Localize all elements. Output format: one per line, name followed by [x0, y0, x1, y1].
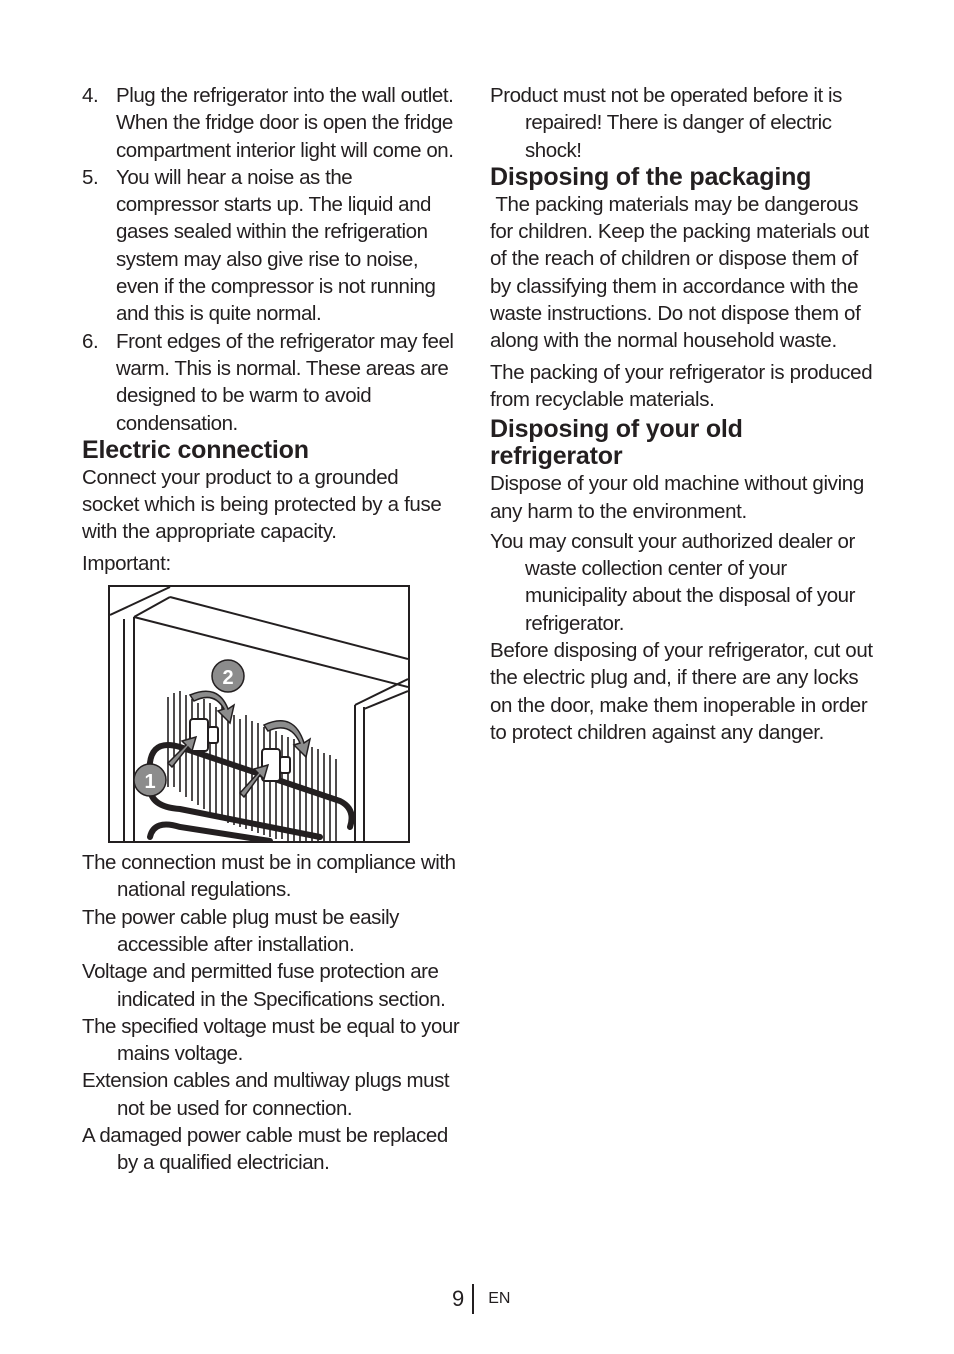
old-refrigerator-plug: Before disposing of your refrigerator, cut out the electric plug and, if there are any locks on the door, make them inoperable in order to protect children against any danger.: [490, 639, 873, 744]
step-5: 5. You will hear a noise as the compressor starts up. The liquid and gases sealed within the refrigeration system may also give rise to noise, even if the compressor is not running and this is quite normal.: [82, 165, 436, 326]
important-label: Important:: [82, 551, 171, 575]
electric-connection-body: Connect your product to a grounded socket which is being protected by a fuse with the appropriate capacity.: [82, 465, 442, 544]
step-badge-2: [212, 660, 244, 692]
svg-text:1: 1: [144, 771, 156, 794]
note-item: Extension cables and multiway plugs must not be used for connection.: [82, 1069, 450, 1120]
packaging-heading: Disposing of the packaging: [490, 162, 812, 191]
note-item: The power cable plug must be easily accessible after installation.: [82, 905, 399, 956]
note-item: Voltage and permitted fuse protection are indicated in the Specifications section.: [82, 960, 446, 1011]
repair-warning: Product must not be operated before it is repaired! There is danger of electric shock!: [490, 84, 842, 162]
page-footer: [452, 1284, 510, 1314]
note-item: A damaged power cable must be replaced by a qualified electrician.: [82, 1124, 448, 1175]
language-code: EN: [488, 1290, 511, 1307]
packaging-body: The packing materials may be dangerous for children. Keep the packing materials out of the reach of children or dispose them of by classifying them in accordance with the waste instructions. Do not dispose them of along with the normal household waste.: [490, 192, 875, 353]
left-column: [82, 82, 460, 1177]
step-badge-1: [134, 764, 166, 796]
note-item: The specified voltage must be equal to your mains voltage.: [82, 1014, 460, 1066]
fridge-back-drawing: [110, 587, 408, 841]
old-refrigerator-consult: You may consult your authorized dealer or waste collection center of your municipality about the disposal of your refrigerator.: [490, 529, 856, 635]
old-refrigerator-heading: Disposing of your old refrigerator: [490, 415, 743, 471]
electric-connection-heading: Electric connection: [82, 435, 309, 464]
page-number: 9: [452, 1284, 474, 1314]
plug-connection-illustration: [108, 585, 410, 843]
old-refrigerator-body: Dispose of your old machine without giving any harm to the environment.: [490, 472, 864, 523]
right-column: [490, 82, 878, 746]
connection-notes: [82, 849, 460, 1177]
svg-text:2: 2: [222, 667, 234, 690]
packaging-recyclable: The packing of your refrigerator is produced from recyclable materials.: [490, 360, 873, 411]
step-4: 4. Plug the refrigerator into the wall outlet. When the fridge door is open the fridge compartment interior light will come on.: [82, 84, 454, 162]
installation-steps: [82, 82, 460, 437]
step-6: 6. Front edges of the refrigerator may feel warm. This is normal. These areas are designed to be warm to avoid condensation.: [82, 329, 454, 435]
note-item: The connection must be in compliance with national regulations.: [82, 851, 456, 902]
